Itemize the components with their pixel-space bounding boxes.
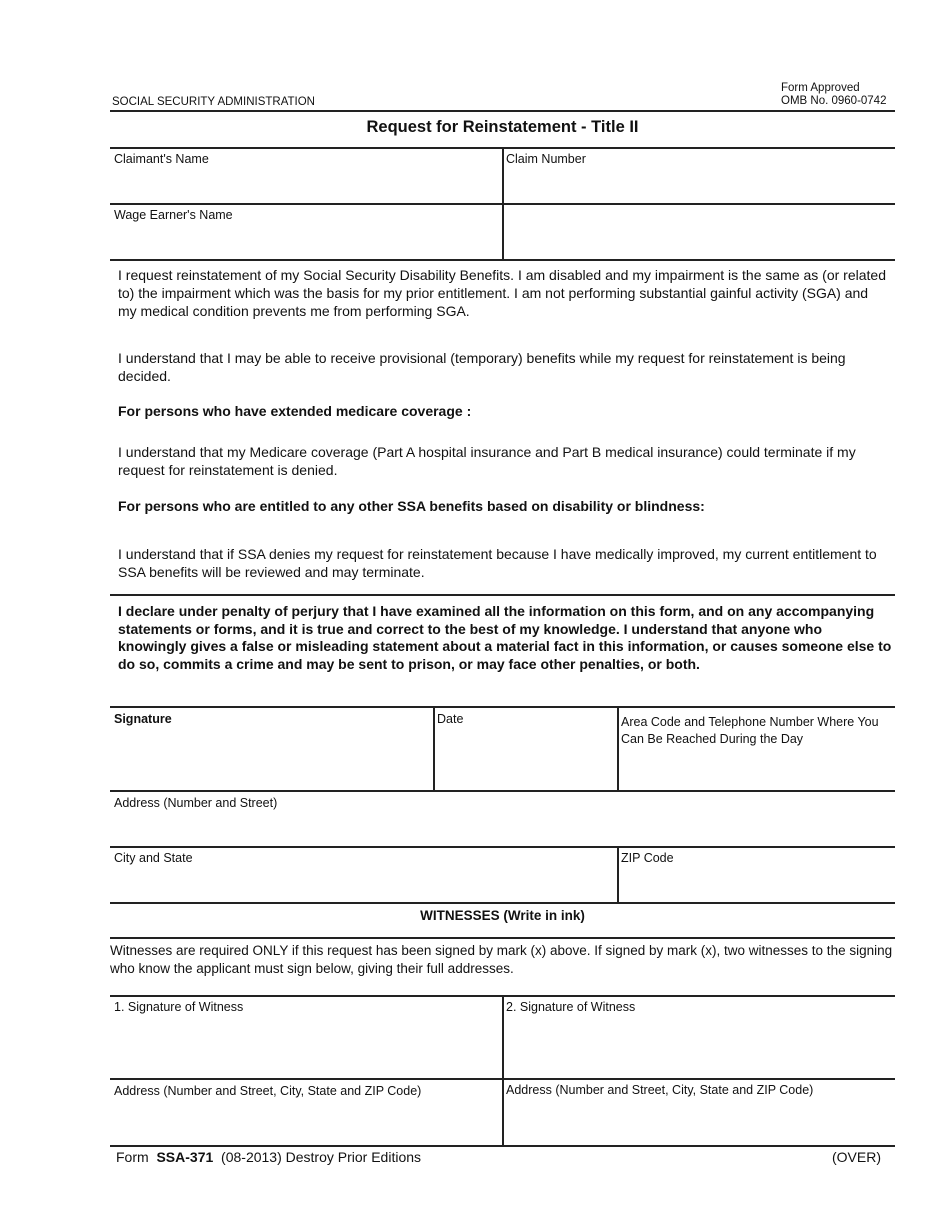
witness-address-top-rule [110,1078,895,1080]
address-label: Address (Number and Street) [114,796,278,810]
claim-number-field[interactable] [506,168,892,201]
address-top-rule [110,790,895,792]
witness-2-address-field[interactable] [506,1101,892,1141]
date-label: Date [437,712,464,726]
other-benefits-statement: I understand that if SSA denies my request for reinstatement because I have medically improved, my current entitlement to SSA benefits will be reviewed and may terminate. [118,546,877,580]
witness-1-address-label: Address (Number and Street, City, State and ZIP Code) [114,1084,422,1098]
phone-label: Area Code and Telephone Number Where You Can Be Reached During the Day [621,715,879,746]
city-state-label: City and State [114,851,193,865]
wage-earner-right-field[interactable] [506,207,892,257]
date-phone-divider [617,706,619,790]
agency-name: SOCIAL SECURITY ADMINISTRATION [112,96,315,108]
perjury-declaration: I declare under penalty of perjury that I have examined all the information on this form, and on any accompanying statements or forms, and it is true and correct to the best of my knowledge. I understand that anyone who knowingly gives a false or misleading statement about a material fact in this information, or causes someone else to do so, commits a crime and may be sent to prison, or may face other penalties, or both. [118,603,892,672]
form-footer [116,1149,421,1165]
wage-earner-bottom-rule [110,259,895,261]
header-rule [110,110,895,112]
witness-1-address-field[interactable] [112,1101,498,1141]
footer-top-rule [110,1145,895,1147]
wage-earner-top-rule [110,203,895,205]
witnesses-top-rule [110,902,895,904]
form-number: SSA-371 [156,1149,214,1165]
form-edition: (08-2013) Destroy Prior Editions [221,1149,422,1165]
witness-1-signature-label: 1. Signature of Witness [114,1000,244,1014]
zip-code-label: ZIP Code [621,851,674,865]
address-field[interactable] [112,812,892,844]
over-label: (OVER) [832,1149,881,1165]
signature-label: Signature [114,712,172,726]
witness-divider [502,995,504,1145]
witnesses-note-rule [110,937,895,939]
claim-number-label: Claim Number [506,152,586,166]
witness-2-signature-field[interactable] [506,1017,892,1075]
witnesses-note: Witnesses are required ONLY if this request has been signed by mark (x) above. If signed by mark (x), two witnesses to the signing who know the applicant must sign below, giving their full addresses. [110,943,893,976]
other-benefits-heading: For persons who are entitled to any other SSA benefits based on disability or blindness: [118,498,705,514]
signature-date-divider [433,706,435,790]
phone-field[interactable] [621,752,893,787]
reinstatement-statement: I request reinstatement of my Social Security Disability Benefits. I am disabled and my impairment is the same as (or related to) the impairment which was the basis for my prior entitlement. I am not performing substantial gainful activity (SGA) and my medical condition prevents me from performing SGA. [118,267,886,319]
wage-earner-name-field[interactable] [112,224,498,257]
form-approved-label: Form Approved [781,82,860,94]
declaration-top-rule [110,594,895,596]
medicare-heading: For persons who have extended medicare coverage : [118,403,472,419]
wage-earner-name-label: Wage Earner's Name [114,208,233,222]
witnesses-heading: WITNESSES (Write in ink) [420,908,585,923]
city-zip-divider [617,846,619,902]
city-state-field[interactable] [112,867,612,899]
signature-field[interactable] [112,730,430,787]
witness-2-address-label: Address (Number and Street, City, State and ZIP Code) [506,1083,814,1097]
page-title: Request for Reinstatement - Title II [366,118,639,136]
city-top-rule [110,846,895,848]
omb-number: OMB No. 0960-0742 [781,95,887,107]
signature-top-rule [110,706,895,708]
zip-code-field[interactable] [621,867,893,899]
medicare-statement: I understand that my Medicare coverage (Part A hospital insurance and Part B medical insurance) could terminate if my request for reinstatement is denied. [118,444,856,478]
witness-2-signature-label: 2. Signature of Witness [506,1000,636,1014]
form-prefix: Form [116,1149,149,1165]
provisional-benefits-statement: I understand that I may be able to receive provisional (temporary) benefits while my request for reinstatement is being decided. [118,350,846,384]
claimant-name-label: Claimant's Name [114,152,209,166]
witness-1-signature-field[interactable] [112,1017,498,1075]
date-field[interactable] [437,730,613,787]
claimant-name-field[interactable] [112,168,498,201]
